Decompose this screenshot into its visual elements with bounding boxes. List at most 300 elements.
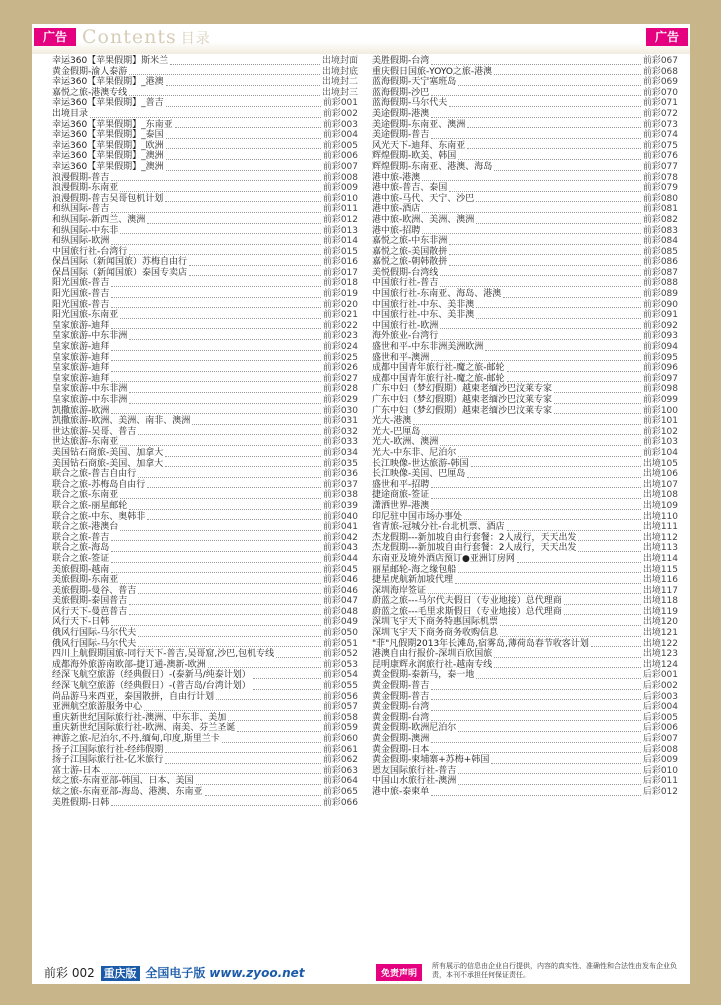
toc-leader-dots: [494, 169, 641, 171]
toc-entry-title: 炫之旅-东南亚部-韩国、日本、美国: [52, 776, 194, 787]
toc-entry[interactable]: [52, 204, 358, 215]
toc-entry-page: 出境106: [642, 469, 678, 480]
toc-entry[interactable]: [52, 321, 358, 332]
toc-entry[interactable]: [52, 151, 358, 162]
toc-entry[interactable]: [52, 98, 358, 109]
toc-entry-page: 前彩050: [322, 628, 358, 639]
toc-entry-title: 中国旅行社-台湾行: [52, 246, 128, 257]
toc-entry-title: 海外旅业-台湾行: [372, 331, 439, 342]
toc-entry-page: 前彩031: [322, 416, 358, 427]
toc-entry-title: 浪漫假期-东南亚: [52, 183, 119, 194]
toc-entry-page: 前彩079: [642, 183, 678, 194]
toc-leader-dots: [111, 306, 321, 308]
toc-leader-dots: [166, 158, 321, 160]
toc-entry[interactable]: [372, 236, 678, 247]
toc-entry-title: 和纵国际-中东非: [52, 225, 119, 236]
toc-entry-title: 中国旅行社-普吉: [372, 278, 439, 289]
toc-entry-title: 富士游-日本: [52, 765, 101, 776]
toc-entry[interactable]: [372, 98, 678, 109]
toc-entry[interactable]: [372, 670, 678, 681]
toc-entry[interactable]: [372, 702, 678, 713]
toc-entry[interactable]: [52, 607, 358, 618]
toc-entry[interactable]: [52, 406, 358, 417]
toc-entry[interactable]: [372, 586, 678, 597]
toc-entry[interactable]: [52, 459, 358, 470]
toc-entry-title: "菲"凡假期2013年长滩岛,宿雾岛,薄荷岛春节收客计划: [372, 638, 589, 649]
toc-entry[interactable]: [52, 310, 358, 321]
toc-entry[interactable]: [372, 321, 678, 332]
toc-entry[interactable]: [52, 649, 358, 660]
toc-entry[interactable]: [52, 596, 358, 607]
toc-entry[interactable]: [52, 236, 358, 247]
toc-entry[interactable]: [372, 617, 678, 628]
toc-entry[interactable]: [52, 353, 358, 364]
toc-entry[interactable]: [372, 141, 678, 152]
toc-entry[interactable]: [52, 56, 358, 67]
toc-entry[interactable]: [52, 501, 358, 512]
toc-entry-title: 杰龙假期---新加坡自由行套餐：2人成行，天天出发: [372, 543, 577, 554]
toc-entry[interactable]: [372, 77, 678, 88]
toc-entry[interactable]: [372, 681, 678, 692]
toc-entry[interactable]: [372, 628, 678, 639]
toc-entry-page: 前彩055: [322, 681, 358, 692]
toc-leader-dots: [111, 296, 321, 298]
toc-entry-page: 前彩003: [322, 119, 358, 130]
toc-entry[interactable]: [52, 395, 358, 406]
toc-entry[interactable]: [372, 353, 678, 364]
toc-entry-page: 前彩098: [642, 384, 678, 395]
toc-leader-dots: [111, 359, 321, 361]
toc-entry[interactable]: [52, 660, 358, 671]
toc-entry[interactable]: [372, 787, 678, 798]
footer-edition: 重庆版: [101, 966, 140, 981]
toc-entry[interactable]: [372, 289, 678, 300]
toc-entry[interactable]: [52, 173, 358, 184]
toc-leader-dots: [578, 550, 640, 552]
toc-entry[interactable]: [52, 67, 358, 78]
toc-entry-title: 皇家旅游-迪拜: [52, 352, 110, 363]
toc-entry-title: 幸运360【苹果假期】_普吉: [52, 98, 164, 109]
toc-leader-dots: [440, 338, 641, 340]
toc-entry-title: 和纵国际-普吉: [52, 204, 110, 215]
toc-leader-dots: [449, 243, 641, 245]
toc-leader-dots: [129, 603, 321, 605]
toc-entry-page: 前彩015: [322, 246, 358, 257]
toc-entry[interactable]: [52, 374, 358, 385]
toc-leader-dots: [428, 592, 641, 594]
toc-entry[interactable]: [372, 501, 678, 512]
toc-entry-title: 港中旅-普吉、泰国: [372, 183, 448, 194]
toc-entry-page: 前彩038: [322, 490, 358, 501]
toc-entry[interactable]: [372, 575, 678, 586]
toc-entry[interactable]: [52, 162, 358, 173]
toc-entry[interactable]: [372, 692, 678, 703]
toc-entry-page: 前彩064: [322, 776, 358, 787]
toc-entry[interactable]: [52, 448, 358, 459]
toc-entry-title: 辉煌假期-欧美、韩国: [372, 151, 457, 162]
toc-entry-page: 后彩009: [642, 755, 678, 766]
toc-entry[interactable]: [52, 480, 358, 491]
footer-national: 全国电子版: [145, 966, 206, 980]
toc-entry[interactable]: [372, 67, 678, 78]
toc-entry-title: 港中旅-泰柬单: [372, 786, 430, 797]
toc-entry-title: 美悦假期-台湾线: [372, 267, 439, 278]
toc-entry[interactable]: [52, 755, 358, 766]
toc-entry[interactable]: [372, 194, 678, 205]
toc-entry[interactable]: [52, 130, 358, 141]
toc-entry[interactable]: [372, 310, 678, 321]
toc-leader-dots: [564, 603, 641, 605]
toc-leader-dots: [138, 592, 321, 594]
toc-entry[interactable]: [372, 162, 678, 173]
toc-entry-title: 皇家旅游-迪拜: [52, 373, 110, 384]
toc-entry[interactable]: [52, 745, 358, 756]
toc-entry-page: 前彩080: [642, 193, 678, 204]
toc-entry-page: 前彩016: [322, 257, 358, 268]
toc-entry-title: 幸运360【苹果假期】_泰国: [52, 130, 164, 141]
toc-entry-title: 光大-中东非、尼泊尔: [372, 447, 457, 458]
toc-leader-dots: [166, 147, 321, 149]
toc-entry[interactable]: [372, 56, 678, 67]
toc-entry[interactable]: [52, 543, 358, 554]
toc-entry-page: 前彩032: [322, 426, 358, 437]
toc-entry[interactable]: [52, 289, 358, 300]
toc-entry-title: 和纵国际-新西兰、澳洲: [52, 214, 146, 225]
toc-leader-dots: [491, 762, 640, 764]
toc-entry[interactable]: [372, 512, 678, 523]
toc-entry-page: 前彩037: [322, 479, 358, 490]
toc-entry[interactable]: [372, 374, 678, 385]
toc-entry-page: 前彩029: [322, 395, 358, 405]
toc-entry-page: 前彩026: [322, 363, 358, 374]
toc-entry-title: 联合之旅-签证: [52, 553, 110, 564]
toc-leader-dots: [120, 317, 321, 319]
toc-entry-page: 后彩005: [642, 712, 678, 723]
footer-url[interactable]: www.zyoo.net: [209, 966, 305, 980]
toc-entry-page: 前彩065: [322, 786, 358, 797]
toc-entry-title: 盛世和平-澳洲: [372, 352, 430, 363]
ad-label-left: 广告: [34, 28, 76, 46]
toc-entry-page: 出境107: [642, 479, 678, 490]
toc-leader-dots: [431, 719, 641, 721]
toc-entry[interactable]: [52, 141, 358, 152]
toc-entry[interactable]: [372, 490, 678, 501]
toc-entry[interactable]: [52, 437, 358, 448]
toc-entry[interactable]: [372, 734, 678, 745]
toc-entry[interactable]: [52, 522, 358, 533]
page-header: [32, 24, 690, 54]
toc-leader-dots: [111, 179, 321, 181]
toc-leader-dots: [144, 709, 321, 711]
toc-entry-title: 风行天下-日韩: [52, 617, 110, 628]
toc-entry[interactable]: [372, 607, 678, 618]
toc-entry[interactable]: [372, 120, 678, 131]
toc-entry-page: 前彩019: [322, 289, 358, 300]
toc-leader-dots: [120, 190, 321, 192]
toc-leader-dots: [138, 635, 321, 637]
toc-entry[interactable]: [52, 670, 358, 681]
toc-entry[interactable]: [52, 776, 358, 787]
toc-entry[interactable]: [52, 723, 358, 734]
toc-entry-page: 前彩059: [322, 723, 358, 734]
toc-leader-dots: [431, 794, 641, 796]
toc-entry[interactable]: [52, 692, 358, 703]
toc-entry-page: 后彩001: [642, 670, 678, 681]
toc-entry[interactable]: [372, 247, 678, 258]
toc-entry-page: 出境115: [642, 564, 678, 575]
toc-entry[interactable]: [52, 300, 358, 311]
toc-entry[interactable]: [52, 639, 358, 650]
toc-entry-page: 前彩027: [322, 373, 358, 384]
toc-entry[interactable]: [52, 490, 358, 501]
toc-entry-title: 嘉悦之旅-中东非洲: [372, 236, 448, 247]
toc-entry[interactable]: [372, 173, 678, 184]
toc-entry[interactable]: [52, 713, 358, 724]
toc-entry-page: 前彩086: [642, 257, 678, 268]
toc-entry-page: 前彩083: [642, 225, 678, 236]
toc-leader-dots: [165, 751, 321, 753]
toc-entry[interactable]: [52, 787, 358, 798]
toc-entry[interactable]: [372, 723, 678, 734]
toc-entry-title: 美旅假期-曼谷、普吉: [52, 585, 137, 596]
toc-entry-title: 中国旅行社-东南亚、海岛、港澳: [372, 289, 502, 300]
toc-leader-dots: [431, 751, 641, 753]
toc-entry[interactable]: [372, 437, 678, 448]
toc-entry[interactable]: [52, 257, 358, 268]
toc-entry-title: 港中旅-酒店: [372, 204, 421, 215]
toc-entry-title: 经深飞航空旅游（经典假日）-(泰新马/纯泰计划）: [52, 670, 251, 681]
toc-entry[interactable]: [372, 109, 678, 120]
toc-entry[interactable]: [52, 416, 358, 427]
toc-entry[interactable]: [372, 554, 678, 565]
toc-entry-page: 前彩095: [642, 352, 678, 363]
contents-title-en: Contents: [82, 26, 177, 48]
toc-entry-page: 前彩056: [322, 691, 358, 702]
toc-entry-title: 联合之旅-港澳台: [52, 522, 119, 533]
toc-leader-dots: [170, 63, 320, 65]
toc-entry-title: 幸运360【苹果假期】_港澳: [52, 77, 164, 88]
toc-entry-page: 前彩013: [322, 225, 358, 236]
toc-entry[interactable]: [372, 543, 678, 554]
toc-leader-dots: [111, 370, 321, 372]
toc-entry[interactable]: [372, 459, 678, 470]
toc-leader-dots: [422, 179, 641, 181]
toc-entry[interactable]: [372, 215, 678, 226]
toc-entry[interactable]: [372, 363, 678, 374]
toc-entry[interactable]: [372, 639, 678, 650]
toc-entry[interactable]: [52, 512, 358, 523]
toc-entry[interactable]: [52, 469, 358, 480]
toc-entry-title: 捷星虎航新加坡代理: [372, 575, 454, 586]
toc-entry[interactable]: [372, 448, 678, 459]
toc-entry-page: 前彩025: [322, 352, 358, 363]
toc-entry-title: 皇家旅游-中东非洲: [52, 395, 128, 405]
toc-entry-title: 幸运360【苹果假期】_东南亚: [52, 119, 173, 130]
toc-entry-page: 前彩036: [322, 469, 358, 480]
toc-leader-dots: [500, 624, 641, 626]
toc-entry[interactable]: [52, 183, 358, 194]
toc-leader-dots: [458, 455, 641, 457]
toc-entry[interactable]: [372, 565, 678, 576]
toc-entry-page: 前彩070: [642, 87, 678, 98]
toc-leader-dots: [476, 200, 641, 202]
toc-entry[interactable]: [372, 660, 678, 671]
toc-entry-title: 黄金假期-台湾: [372, 712, 430, 723]
toc-entry-page: 后彩006: [642, 723, 678, 734]
toc-leader-dots: [129, 508, 321, 510]
toc-entry-title: 港中旅-欧洲、美洲、澳洲: [372, 214, 475, 225]
toc-entry-page: 后彩002: [642, 681, 678, 692]
toc-entry[interactable]: [372, 776, 678, 787]
toc-entry-page: 前彩042: [322, 532, 358, 543]
toc-entry[interactable]: [52, 194, 358, 205]
toc-entry-page: 前彩017: [322, 267, 358, 278]
toc-entry[interactable]: [52, 533, 358, 544]
toc-entry-page: 前彩089: [642, 289, 678, 300]
toc-entry-page: 出境120: [642, 617, 678, 628]
toc-entry[interactable]: [52, 427, 358, 438]
toc-entry[interactable]: [52, 331, 358, 342]
toc-leader-dots: [138, 645, 321, 647]
toc-entry-title: 嘉悦之旅-美国散拼: [372, 246, 448, 257]
toc-entry[interactable]: [372, 395, 678, 406]
toc-entry-page: 出境121: [642, 628, 678, 639]
toc-entry-title: 成都中国青年旅行社-魔之旅-邮轮: [372, 373, 505, 384]
toc-entry[interactable]: [52, 278, 358, 289]
toc-entry[interactable]: [52, 565, 358, 576]
toc-leader-dots: [458, 772, 641, 774]
toc-entry[interactable]: [52, 363, 358, 374]
toc-entry-page: 前彩053: [322, 659, 358, 670]
toc-entry[interactable]: [52, 268, 358, 279]
toc-entry-page: 前彩024: [322, 342, 358, 353]
toc-leader-dots: [431, 688, 641, 690]
toc-leader-dots: [147, 518, 321, 520]
toc-entry[interactable]: [52, 554, 358, 565]
toc-entry[interactable]: [52, 617, 358, 628]
toc-entry-title: 中国旅行社-欧洲: [372, 320, 439, 331]
toc-entry[interactable]: [372, 406, 678, 417]
toc-entry[interactable]: [52, 766, 358, 777]
toc-entry-page: 前彩051: [322, 638, 358, 649]
toc-entry[interactable]: [372, 469, 678, 480]
toc-entry[interactable]: [52, 247, 358, 258]
toc-leader-dots: [129, 338, 321, 340]
toc-entry-page: 前彩010: [322, 193, 358, 204]
toc-entry-page: 前彩099: [642, 395, 678, 405]
toc-entry[interactable]: [372, 596, 678, 607]
toc-entry-title: 黄金假期-渝人泰游: [52, 66, 128, 77]
toc-entry[interactable]: [52, 384, 358, 395]
toc-leader-dots: [431, 698, 641, 700]
toc-entry[interactable]: [372, 427, 678, 438]
toc-entry[interactable]: [52, 681, 358, 692]
toc-entry[interactable]: [372, 88, 678, 99]
toc-entry-title: 阳光国旅-普吉: [52, 299, 110, 310]
toc-entry[interactable]: [372, 130, 678, 141]
toc-entry-page: 前彩102: [642, 426, 678, 437]
toc-entry[interactable]: [372, 522, 678, 533]
toc-leader-dots: [449, 253, 641, 255]
toc-entry[interactable]: [52, 342, 358, 353]
toc-entry[interactable]: [372, 278, 678, 289]
toc-entry-title: 美途假期-港澳: [372, 108, 430, 119]
toc-leader-dots: [413, 423, 641, 425]
toc-entry[interactable]: [372, 713, 678, 724]
toc-entry-title: 皇家旅游-迪拜: [52, 363, 110, 374]
toc-entry[interactable]: [372, 533, 678, 544]
toc-leader-dots: [90, 116, 321, 118]
toc-entry[interactable]: [52, 798, 358, 809]
toc-entry[interactable]: [372, 268, 678, 279]
toc-entry[interactable]: [52, 586, 358, 597]
toc-leader-dots: [111, 412, 321, 414]
toc-entry[interactable]: [52, 226, 358, 237]
toc-leader-dots: [120, 232, 321, 234]
toc-entry-page: 前彩022: [322, 320, 358, 331]
toc-entry-page: 出境封二: [321, 77, 358, 88]
toc-entry[interactable]: [52, 575, 358, 586]
toc-entry[interactable]: [52, 628, 358, 639]
toc-entry[interactable]: [372, 342, 678, 353]
toc-entry[interactable]: [372, 384, 678, 395]
toc-leader-dots: [422, 433, 641, 435]
toc-entry[interactable]: [52, 215, 358, 226]
toc-entry[interactable]: [372, 204, 678, 215]
toc-entry-page: 前彩077: [642, 161, 678, 172]
toc-entry[interactable]: [52, 120, 358, 131]
toc-entry-page: 前彩041: [322, 522, 358, 533]
toc-entry-title: 光大-欧洲、澳洲: [372, 437, 439, 448]
toc-leader-dots: [165, 200, 321, 202]
toc-leader-dots: [111, 380, 321, 382]
toc-leader-dots: [440, 327, 641, 329]
toc-entry[interactable]: [372, 649, 678, 660]
toc-entry-page: 前彩023: [322, 331, 358, 342]
toc-entry-page: 前彩061: [322, 744, 358, 755]
toc-entry-title: 美途假期-东南亚、澳洲: [372, 119, 466, 130]
toc-entry-page: 前彩094: [642, 342, 678, 353]
toc-entry[interactable]: [372, 257, 678, 268]
toc-leader-dots: [165, 455, 321, 457]
toc-entry[interactable]: [372, 183, 678, 194]
toc-entry[interactable]: [372, 755, 678, 766]
toc-entry-page: 前彩020: [322, 299, 358, 310]
toc-leader-dots: [175, 126, 321, 128]
toc-entry[interactable]: [372, 766, 678, 777]
toc-entry[interactable]: [52, 77, 358, 88]
toc-entry[interactable]: [52, 109, 358, 120]
toc-entry[interactable]: [372, 745, 678, 756]
page-footer: [32, 960, 690, 984]
toc-entry[interactable]: [372, 416, 678, 427]
toc-entry[interactable]: [372, 331, 678, 342]
toc-leader-dots: [476, 677, 641, 679]
toc-leader-dots: [120, 497, 321, 499]
toc-entry-page: 前彩097: [642, 373, 678, 384]
toc-leader-dots: [111, 804, 321, 806]
toc-entry[interactable]: [372, 151, 678, 162]
toc-entry[interactable]: [372, 226, 678, 237]
toc-leader-dots: [440, 274, 641, 276]
toc-entry[interactable]: [52, 702, 358, 713]
toc-entry-page: 前彩012: [322, 214, 358, 225]
toc-entry[interactable]: [372, 480, 678, 491]
toc-entry[interactable]: [52, 88, 358, 99]
toc-entry[interactable]: [372, 300, 678, 311]
toc-entry[interactable]: [52, 734, 358, 745]
toc-entry-page: 前彩021: [322, 310, 358, 321]
